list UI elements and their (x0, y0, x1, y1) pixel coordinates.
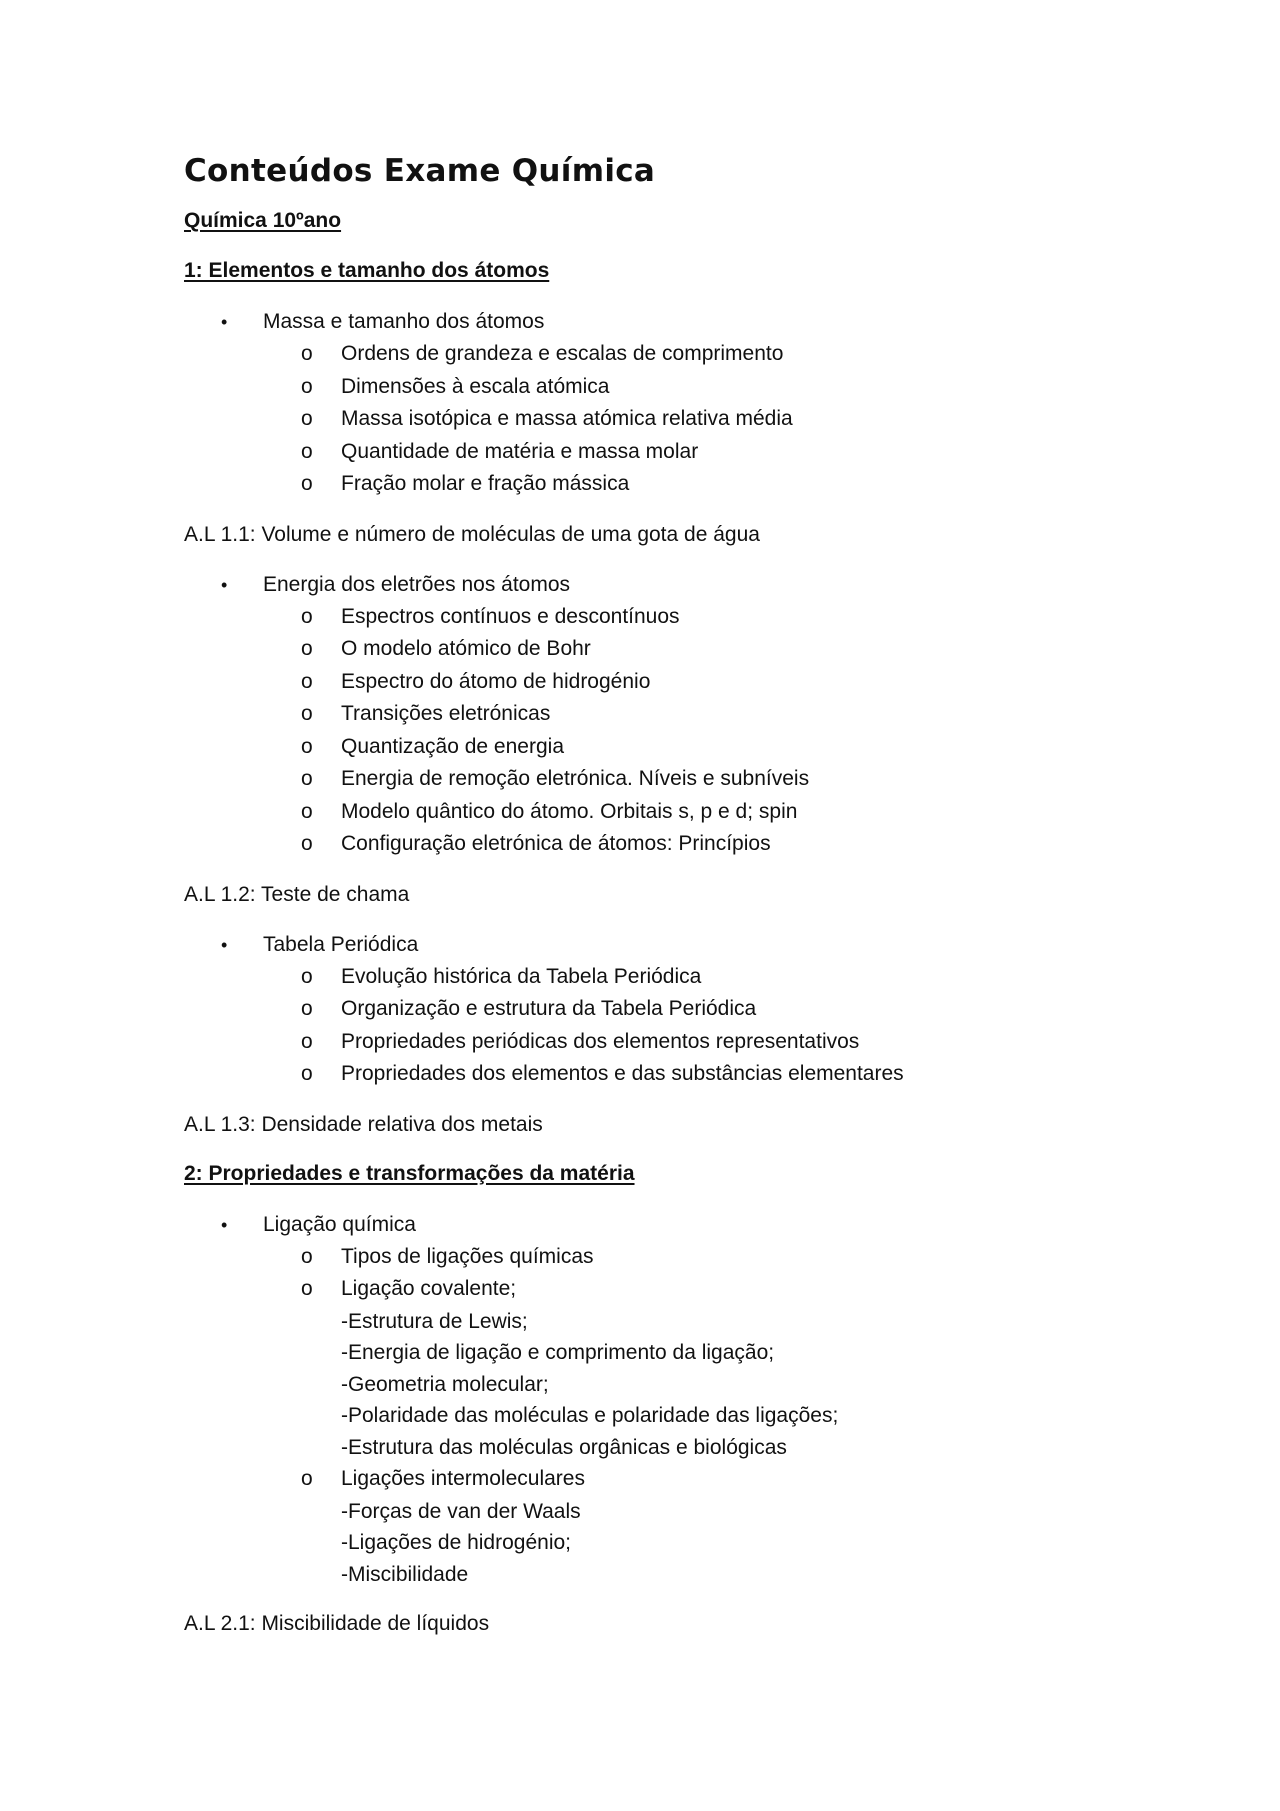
subject-heading: Química 10ºano (184, 209, 342, 232)
circle-bullet-icon: o (301, 997, 313, 1020)
topic-row (184, 569, 1144, 601)
detail-line: -Ligações de hidrogénio; (341, 1531, 571, 1554)
section-heading-1: 1: Elementos e tamanho dos átomos (184, 259, 550, 282)
lab-activity-2-1: A.L 2.1: Miscibilidade de líquidos (184, 1612, 490, 1635)
list-item-text: Transições eletrónicas (341, 702, 551, 725)
topic-label: Ligação química (263, 1212, 416, 1236)
list-item (184, 1463, 1144, 1496)
list-item (184, 796, 1144, 829)
bullet-icon: • (221, 574, 228, 595)
list-item-text: Evolução histórica da Tabela Periódica (341, 964, 702, 988)
list-item-text: O modelo atómico de Bohr (341, 637, 591, 660)
circle-bullet-icon: o (301, 342, 313, 365)
circle-bullet-icon: o (301, 702, 313, 725)
list-item-text: Massa isotópica e massa atómica relativa média (341, 407, 793, 430)
list-item-text: Tipos de ligações químicas (341, 1244, 594, 1268)
circle-bullet-icon: o (301, 1062, 313, 1085)
circle-bullet-icon: o (301, 669, 313, 693)
circle-bullet-icon: o (301, 374, 313, 398)
list-item-text: Quantidade de matéria e massa molar (341, 439, 699, 463)
circle-bullet-icon: o (301, 407, 313, 430)
bullet-icon: • (221, 1214, 228, 1235)
list-item-text: Energia de remoção eletrónica. Níveis e subníveis (341, 767, 810, 790)
list-item (184, 993, 1144, 1026)
detail-line: -Estrutura das moléculas orgânicas e biológicas (341, 1435, 787, 1459)
lab-activity-1-2: A.L 1.2: Teste de chama (184, 882, 410, 906)
list-item-text: Quantização de energia (341, 734, 564, 758)
list-item-text: Modelo quântico do átomo. Orbitais s, p e d; spin (341, 799, 798, 823)
document-page (184, 150, 1144, 1658)
circle-bullet-icon: o (301, 964, 313, 988)
bullet-icon: • (221, 934, 228, 955)
list-item (184, 1273, 1144, 1306)
circle-bullet-icon: o (301, 1244, 313, 1268)
list-item (184, 468, 1144, 501)
list-item-text: Espectros contínuos e descontínuos (341, 604, 680, 628)
circle-bullet-icon: o (301, 734, 313, 758)
topic-row (184, 929, 1144, 961)
topic-energia-eletroes (184, 569, 1144, 861)
bullet-icon: • (221, 312, 228, 332)
topic-ligacao-quimica (184, 1209, 1144, 1591)
list-item-text: Configuração eletrónica de átomos: Princípios (341, 832, 771, 855)
list-item (184, 1241, 1144, 1274)
circle-bullet-icon: o (301, 1029, 313, 1053)
list-item (184, 633, 1144, 666)
list-item-text: Organização e estrutura da Tabela Periódica (341, 997, 757, 1020)
circle-bullet-icon: o (301, 439, 313, 463)
circle-bullet-icon: o (301, 1467, 313, 1490)
list-item-text: Ligação covalente; (341, 1277, 517, 1300)
detail-line: -Polaridade das moléculas e polaridade das ligações; (341, 1404, 839, 1427)
detail-line: -Energia de ligação e comprimento da ligação; (341, 1341, 775, 1364)
list-item-text: Fração molar e fração mássica (341, 472, 630, 495)
circle-bullet-icon: o (301, 767, 313, 790)
topic-label: Tabela Periódica (263, 932, 419, 956)
lab-activity-1-1: A.L 1.1: Volume e número de moléculas de uma gota de água (184, 522, 760, 546)
list-item (184, 731, 1144, 764)
list-item-text: Propriedades dos elementos e das substâncias elementares (341, 1062, 904, 1085)
list-item (184, 436, 1144, 469)
document-title: Conteúdos Exame Química (184, 153, 656, 189)
detail-line: -Forças de van der Waals (341, 1499, 581, 1523)
list-item (184, 338, 1144, 371)
list-item-text: Propriedades periódicas dos elementos representativos (341, 1029, 860, 1053)
topic-massa-tamanho (184, 306, 1144, 501)
circle-bullet-icon: o (301, 799, 313, 823)
list-item (184, 371, 1144, 404)
list-item-text: Ligações intermoleculares (341, 1467, 585, 1490)
list-item (184, 1026, 1144, 1059)
detail-line: -Miscibilidade (341, 1562, 469, 1586)
topic-label: Energia dos eletrões nos átomos (263, 572, 571, 596)
list-item (184, 601, 1144, 634)
circle-bullet-icon: o (301, 637, 313, 660)
topic-tabela-periodica (184, 929, 1144, 1091)
list-item (184, 403, 1144, 436)
list-item (184, 698, 1144, 731)
section-heading-2: 2: Propriedades e transformações da matéria (184, 1161, 635, 1185)
circle-bullet-icon: o (301, 1277, 313, 1300)
detail-line: -Geometria molecular; (341, 1372, 549, 1396)
list-item-text: Espectro do átomo de hidrogénio (341, 669, 651, 693)
lab-activity-1-3: A.L 1.3: Densidade relativa dos metais (184, 1112, 543, 1136)
topic-row (184, 1209, 1144, 1241)
list-item (184, 828, 1144, 861)
list-item (184, 763, 1144, 796)
list-item (184, 961, 1144, 994)
topic-label: Massa e tamanho dos átomos (263, 310, 545, 333)
list-item-text: Dimensões à escala atómica (341, 374, 610, 398)
topic-row (184, 306, 1144, 338)
circle-bullet-icon: o (301, 472, 313, 495)
list-item (184, 1058, 1144, 1091)
list-item (184, 666, 1144, 699)
list-item-text: Ordens de grandeza e escalas de comprimento (341, 342, 784, 365)
detail-line: -Estrutura de Lewis; (341, 1309, 528, 1333)
circle-bullet-icon: o (301, 604, 313, 628)
circle-bullet-icon: o (301, 832, 313, 855)
